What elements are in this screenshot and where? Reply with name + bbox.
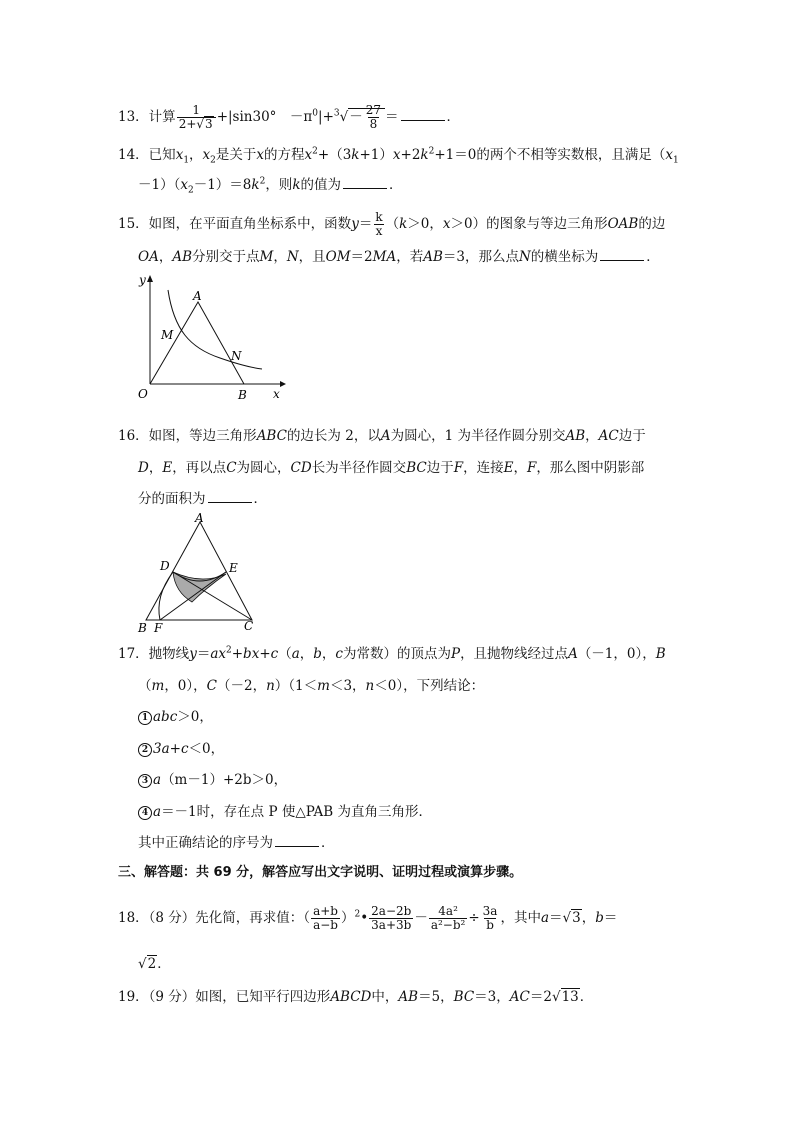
label-a: A: [193, 289, 202, 303]
q18-line-2: √2．: [138, 956, 171, 972]
q14-line-1: 14．已知$x_1$，$x_2$是关于x的方程$x^2+(3k+1)x+2k^2+1=0$的两个不相等实数根，且满足（$x_1$: [118, 146, 679, 166]
q16-figure: [130, 510, 265, 635]
label-a: A: [195, 511, 204, 525]
answer-blank: [343, 176, 387, 189]
label-o: O: [138, 387, 148, 401]
label-f: F: [154, 621, 163, 635]
label-n: N: [231, 349, 242, 363]
q17-item-1: 1 abc＞0，: [138, 708, 213, 726]
label-b: B: [138, 621, 147, 635]
q17-tail: 其中正确结论的序号为 ．: [138, 835, 335, 851]
q13-line: 13．计算 $\frac{1}{2+√3}$ +|sin30° $-\pi^0|+^3√-$ $\frac{27}{8}$ ＝ ．: [118, 103, 461, 131]
q13-fraction-1: $\frac{1}{2+√3}$: [177, 104, 216, 131]
q19-line: 19．（9 分）如图，已知平行四边形ABCD中，AB＝5，BC＝3，AC＝2√13．: [118, 989, 594, 1005]
q16-line-3: 分的面积为 ．: [138, 491, 267, 507]
label-m: M: [161, 328, 174, 342]
q16-line-1: 16．如图，等边三角形ABC的边长为 2，以A为圆心，1 为半径作圆分别交AB，AC边于: [118, 428, 646, 444]
q17-item-3: 3 a（m－1）+2b＞0，: [138, 771, 287, 789]
q15-line-1: 15．如图，在平面直角坐标系中，函数y＝ $\frac{k}{x}$ （k＞0，x＞0）的图象与等边三角形OAB的边: [118, 210, 666, 238]
answer-blank: [401, 108, 445, 121]
arc-df: [159, 572, 173, 620]
label-d: D: [160, 559, 170, 573]
q15-figure: [130, 270, 290, 405]
label-b: B: [238, 388, 247, 402]
q16-line-2: D，E，再以点C为圆心，CD长为半径作圆交BC边于F，连接E，F，那么图中阴影部: [138, 460, 645, 476]
label-e: E: [229, 561, 238, 575]
q17-item-2: 2 3a+c＜0，: [138, 740, 224, 758]
q17-line-1: 17．抛物线$y=ax^2+bx+c(a$，b，c为常数）的顶点为P，且抛物线经过点A（－1，0），B: [118, 645, 666, 662]
q14-line-2: $-1)(x_2-1)=8k^2$，则k的值为 ．: [138, 176, 403, 196]
q15-line-2: OA，AB分别交于点M，N，且OM＝2MA，若AB＝3，那么点N的横坐标为 ．: [138, 249, 660, 265]
q17-line-2: （m，0），C（－2，n）（1＜m＜3，n＜0），下列结论：: [138, 678, 485, 694]
q18-line-1: 18．（8 分）先化简，再求值：（ $\frac{a+b}{a-b}$ ）$^2$• $\frac{2a-2b}{3a+3b}$ － $\frac{\text{4a²}}{\text{a²−b²}}$ ÷ $\frac{3a}{b}$ ，其中a＝√3，b＝: [118, 904, 618, 932]
y-axis-arrow: [147, 275, 153, 282]
triangle-oab: [150, 302, 244, 384]
label-x: x: [273, 387, 280, 401]
q17-item-4: 4 a＝－1时，存在点 P 使△PAB 为直角三角形．: [138, 803, 432, 821]
answer-blank: [600, 248, 644, 261]
answer-blank: [208, 490, 252, 503]
label-y: y: [139, 273, 146, 287]
label-c: C: [244, 619, 254, 633]
section-three-heading: 三、解答题：共 69 分，解答应写出文字说明、证明过程或演算步骤。: [118, 865, 523, 880]
answer-blank: [275, 834, 319, 847]
x-axis-arrow: [280, 381, 286, 387]
